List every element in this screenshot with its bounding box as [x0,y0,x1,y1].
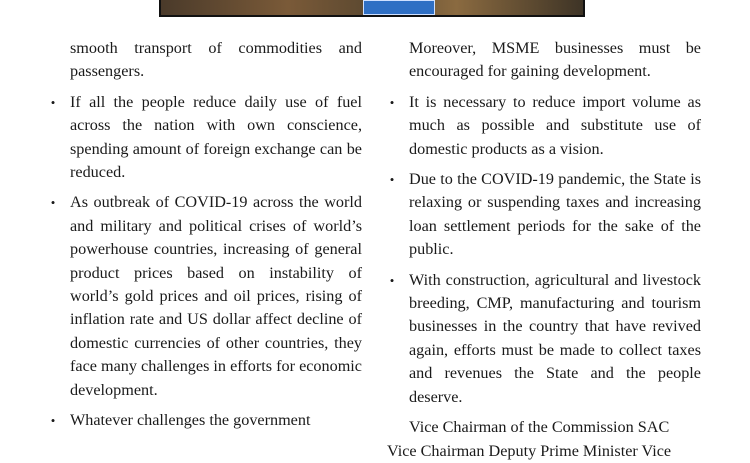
list-item-text: If all the people reduce daily use of fuel across the nation with own conscience, spending amount of foreign exchange can be reduced. [70,92,362,182]
bullet-icon: • [389,272,395,288]
list-item [50,409,362,432]
bullet-icon: • [389,94,395,110]
list-item [50,91,362,185]
header-photo [159,0,585,17]
bullet-icon: • [50,413,56,429]
list-item-text: With construction, agricultural and livestock breeding, CMP, manufacturing and tourism businesses in the country that have revived again, efforts must be made to collect taxes and revenues the State and the people deserve. [409,270,701,406]
list-item [389,269,701,409]
right-column [387,37,701,463]
bullet-icon: • [389,172,395,188]
left-continuation-text: smooth transport of commodities and passengers. [70,39,362,81]
flag-banner [363,0,435,15]
list-item [389,91,701,161]
bullet-icon: • [50,195,56,211]
signature-line-2: Vice Chairman Deputy Prime Minister Vice [387,441,672,460]
list-item-text: Whatever challenges the government [70,411,311,430]
bullet-icon: • [50,94,56,110]
list-item [50,191,362,402]
list-item-text: As outbreak of COVID-19 across the world and military and political crises of world’s powerhouse countries, increasing of general product prices based on instability of world’s gold prices and oil prices, rising of inflation rate and US dollar affect decline of domestic currencies of other countries, they face many challenges in efforts for economic development. [70,193,362,399]
signature-line-1: Vice Chairman of the Commission SAC [409,418,670,437]
list-item [389,168,701,262]
left-column [50,37,362,440]
right-continuation-text: Moreover, MSME businesses must be encouraged for gaining development. [409,39,701,81]
list-item-text: Due to the COVID-19 pandemic, the State is relaxing or suspending taxes and increasing loan settlement periods for the sake of the public. [409,170,701,259]
list-item-text: It is necessary to reduce import volume as much as possible and substitute use of domestic products as a vision. [409,92,701,158]
